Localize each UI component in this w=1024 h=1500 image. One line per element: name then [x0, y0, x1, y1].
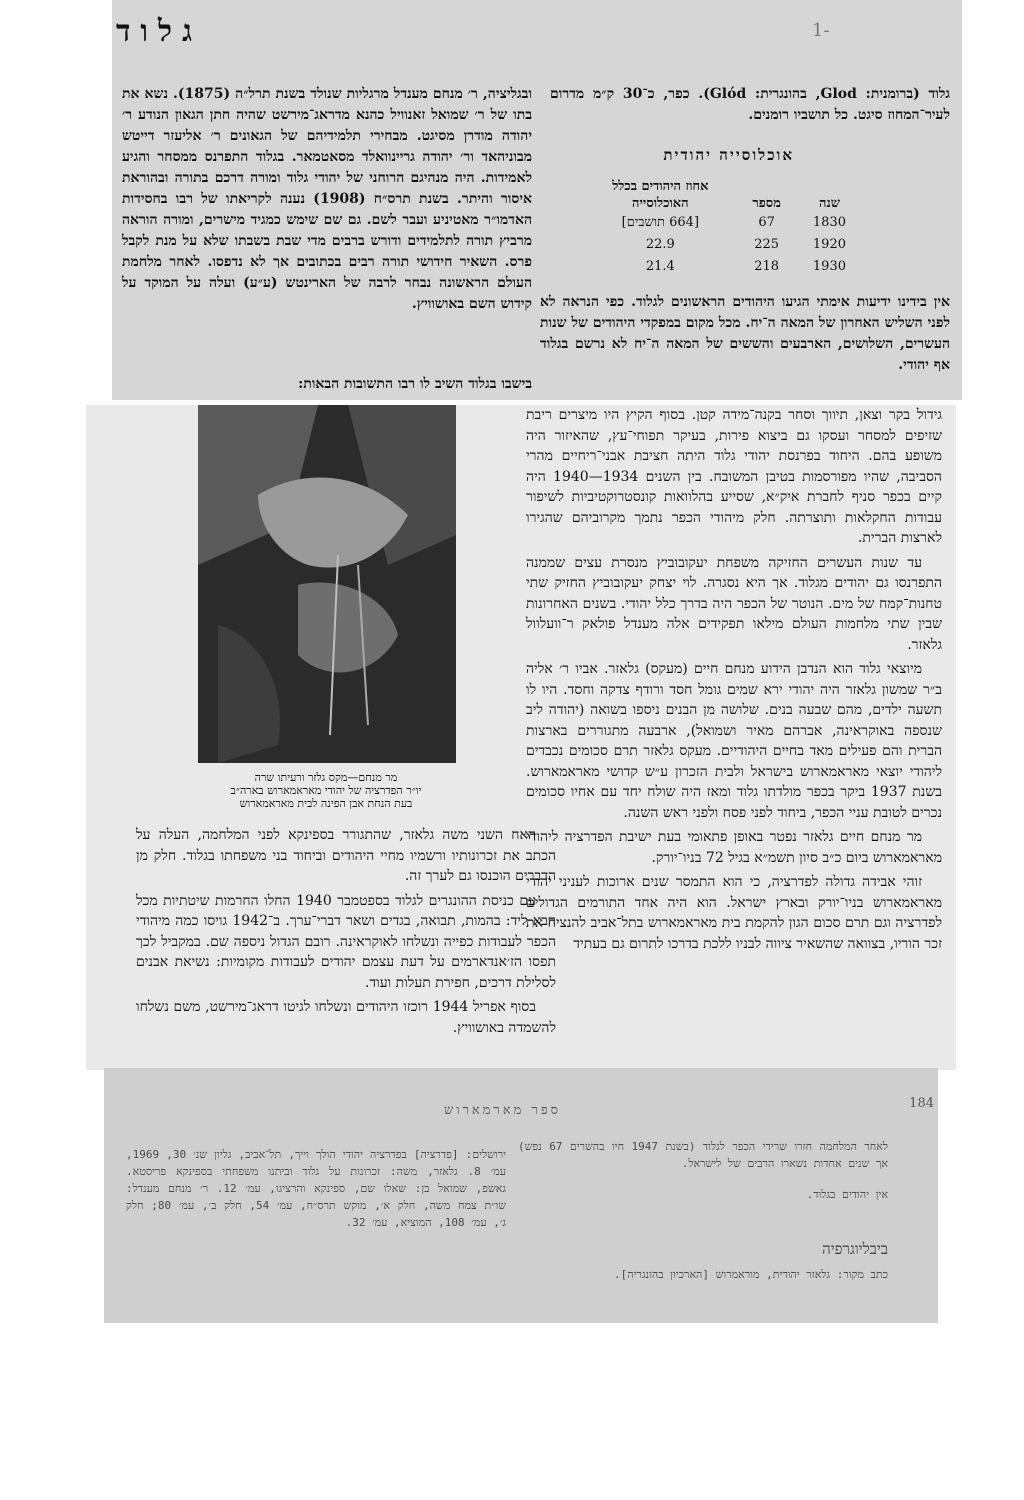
- paragraph: זוהי אבידה גדולה לפדרציה, כי הוא התמסר שנים ארוכות לעניני יהודי מאראמארוש בניו־יורק ובארץ ישראל. הוא היה אחד התורמים הגדולים לפדרציה וגם תרם סכום הגון להקמת בית מאראמארוש בתל־אביב להנציח את זכר הוריו, בצוואה שהשאיר ציווה לבניו ללכת בדרכו לתרום גם בעתיד: [526, 874, 942, 952]
- paragraph: עם כניסת ההונגרים לגלוד בספטמבר 1940 החלו החרמות שיטתיות מכל הבא ליד: בהמות, תבואה, בגדים ושאר דברי־ערך. ב־1942 גויסו כמה מיהודי הכפר לעבודות כפייה ונשלחו לאוקראינה. רובם הגדול ניספה שם. במקביל לכך תפסו הז׳אנדארמים על דעת עצמם יהודים לעבודות מקומיות: נשיאת אבנים לסלילת דרכים, חפירת תעלות ועוד.: [136, 892, 556, 991]
- cell-percent: 22.9: [645, 237, 675, 252]
- article-page-bottom: [104, 1068, 938, 1323]
- article-title: גלוד: [115, 14, 202, 49]
- running-header: ספר מארמארוש: [444, 1103, 562, 1118]
- right-column: [526, 405, 942, 954]
- cell-year: 1830: [812, 215, 846, 230]
- corner-mark: 1-: [812, 20, 830, 41]
- bibliography-list: ירושלים: [פדרציה] בפדרציה יהודי הולך וייך, תל־אביב, גליון שנ׳ 30, 1969, עמ׳ 8. גלאזר, משה: זכרונות על גלוד וביתנו משפחתי בספינקא פריסטא. גאשפ, שמואל בן: שאלו שם, ספינקא והרציגו, עמ׳ 12. ר׳ מנחם מענדל: שו״ת צמח משה, חלק א׳, מוקש תרס״ח, עמ׳ 54, חלק ב׳, עמ׳ 80; חלק ג׳, עמ׳ 108, המוציא, עמ׳ 32.: [126, 1148, 507, 1229]
- left-column: [136, 825, 556, 1038]
- article-page-top: [112, 0, 962, 400]
- table-row: [584, 234, 862, 256]
- cell-number: 67: [758, 215, 775, 230]
- caption-line: בעת הנחת אבן הפינה לבית מאראמארוש: [239, 797, 413, 810]
- paragraph: לאחר המלחמה חזרו שרידי הכפר לגלוד (בשנת 1947 חיו בהשרים 67 נפש) אך שנים אחדות נשארו הרבים של לישראל.: [518, 1140, 888, 1170]
- caption-line: יו״ר הפדרציה של יהודי מאראמארוש בארה״ב: [230, 784, 422, 797]
- photo-illustration: [198, 405, 456, 763]
- header-number: מספר: [752, 196, 781, 211]
- rabbi-paragraph: ובגליציה, ר׳ מנחם מענדל מרגליות שנולד בשנת תרל״ה (1875). נשא את בתו של ר׳ שמואל זאנוויל כהנא מדראג־מירשט שהיה חתן הגאון הנודע ר׳ יהודה מודרן מסיגט. מבחירי תלמידיהם של הגאונים ר׳ אליעזר דייטש מבוניהאד ור׳ יהודה גריינוואלד מסאטמאר. בגלוד התפרנס ממסחר והגיע לאמידות. היה מנהיגם הרוחני של יהודי גלוד ומורה דרכם בתורה ובהוראת איסור והיתר. בשנת תרס״ח (1908) נענה לקריאתו של רבו בחסידות האדמו״ר מאטיניע ועבר לשם. גם שם שימש כמגיד מישרים, ומורה הוראה מרביץ תורה לתלמידים ודורש ברבים מדי שבת בשבתו שלא על מנת לקבל פרס. השאיר חידושי תורה רבים בכתובים אך לא נדפסו. לאחר מלחמת העולם הראשונה נבחר לרבה של הארינטש (ע״ע) ועלה על המוקד על קידוש השם באושוויץ.: [122, 86, 533, 312]
- paragraph: מר מנחם חיים גלאזר נפטר באופן פתאומי בעת ישיבת הפדרציה ליהודי מאראמארוש ביום כ״ב סיון תשמ״א בגיל 72 בניו־יורק.: [526, 829, 942, 866]
- header-percent: אחוז היהודים בכלל האוכלוסייה: [612, 179, 709, 211]
- bibliography-heading: ביבליוגרפיה: [822, 1240, 888, 1258]
- cell-percent: 21.4: [645, 259, 675, 274]
- paragraph: עד שנות העשרים החזיקה משפחת יעקובוביץ מנסרת עצים שממנה התפרנסו גם יהודים מגלוד. אך היא נסגרה. לוי יצחק יעקובוביץ החזיק שתי טחנות־קמח של מים. הנוטר של הכפר היה בדרך כלל יהודי. בשנים האחרונות שבין שתי מלחמות העולם מילאו תפקידים אלה מענדל פולאק ר־וועלוול גלאזר.: [526, 554, 942, 653]
- postwar-text: [518, 1138, 888, 1203]
- cell-year: 1920: [812, 237, 846, 252]
- table-header-row: [584, 178, 862, 212]
- caption-line: מר מנחם—מקס גלזר ורעיתו שרה: [254, 771, 398, 784]
- paragraph: גידול בקר וצאן, תיווך וסחר בקנה־מידה קטן. בסוף הקיץ היו מיצרים ריבת שזיפים למסחר ועסקו גם ביצוא פירות, בעיקר תפוחי־עץ, שהאיזור היה משופע בהם. היחוד בפרנסת יהודי גלוד היתה חציבת אבני־ריחיים מהרי הסביבה, שהיו מפורסמות בטיבן המשובח. בין השנים 1934—1940 היה קיים בכפר סניף לחברת איק״א, שסייע בהלוואות קונסטרוקטיביות לשיפור עבודות החקלאות ותוצרתה. חלק מיהודי הכפר נתמך מקרוביהם שהגירו לארצות הברית.: [526, 407, 942, 546]
- cell-number: 218: [754, 259, 780, 274]
- intro-paragraph: גלוד (ברומנית: Glod, בהונגרית: Glód). כפר, כ־30 ק״מ מדרום לעיר־המחוז סיגט. כל תושביו רומנים.: [550, 86, 950, 123]
- cell-number: 225: [754, 237, 780, 252]
- population-table: [584, 178, 862, 278]
- paragraph: אין יהודים בגלוד.: [806, 1188, 888, 1201]
- paragraph: מיוצאי גלוד הוא הנדבן הידוע מנחם חיים (מעקס) גלאזר. אביו ר׳ אליה ב״ר שמשון גלאזר היה יהודי ירא שמים גומל חסד ורודף צדקה וחסד. היו לו תשעה ילדים, מהם שבעה בנים. שלושה מן הבנים ניספו בשואה (יהודה ליב שנספה באוקראינה, אברהם מאיר ושמואל), ארבעה מתגוררים בארצות הברית והם פעילים מאד בחיים היהודיים. מעקס גלאזר תרם סכומים נכבדים ליהודי יוצאי מאראמארוש בישראל ולבית הזכרון ע״ש קדושי מאראמארוש. בשנת 1937 ביקר בכפר מולדתו גלוד ומאז היה שולח יחד עם אחיו סכומים נכרים לטובת עניי הכפר, ביחוד לפני פסח ולפני ראש השנה.: [526, 661, 942, 821]
- paragraph: בסוף אפריל 1944 רוכזו היהודים ונשלחו לגיטו דראג־מירשט, משם נשלחו להשמדה באושוויץ.: [136, 999, 556, 1036]
- memorial-photo: [198, 405, 456, 763]
- table-row: [584, 212, 862, 234]
- population-table-title: אוכלוסייה יהודית: [663, 146, 794, 164]
- responsa-intro-line: בישבו בגלוד השיב לו רבו התשובות הבאות:: [298, 376, 532, 392]
- article-page-middle: [86, 405, 956, 1070]
- cell-percent: [664 תושבים]: [621, 215, 700, 230]
- cell-year: 1930: [812, 259, 846, 274]
- paragraph: האח השני משה גלאזר, שהתגורר בספינקא לפני המלחמה, העלה על הכתב את זכרונותיו ורשמיו מחיי היהודים וביחוד בני משפחתו בגלוד. חלק מן הדברים הוכנסו גם לערך זה.: [136, 827, 556, 884]
- page-number: 184: [909, 1096, 934, 1111]
- sources-text: כתב מקור: גלאזר יהודית, מוראמרוש [הארכיון בהונגריה].: [614, 1268, 888, 1281]
- table-row: [584, 256, 862, 278]
- header-year: שנה: [818, 196, 840, 211]
- photo-caption: [206, 771, 446, 810]
- first-jews-paragraph: אין בידינו ידיעות אימתי הגיעו היהודים הראשונים לגלוד. כפי הנראה לא לפני השליש האחרון של המאה ה־יח. מכל מקום במפקדי היהודים של שנות העשרים, השלושים, הארבעים והששים של המאה ה־יח לא נרשם בגלוד אף יהודי.: [540, 294, 950, 373]
